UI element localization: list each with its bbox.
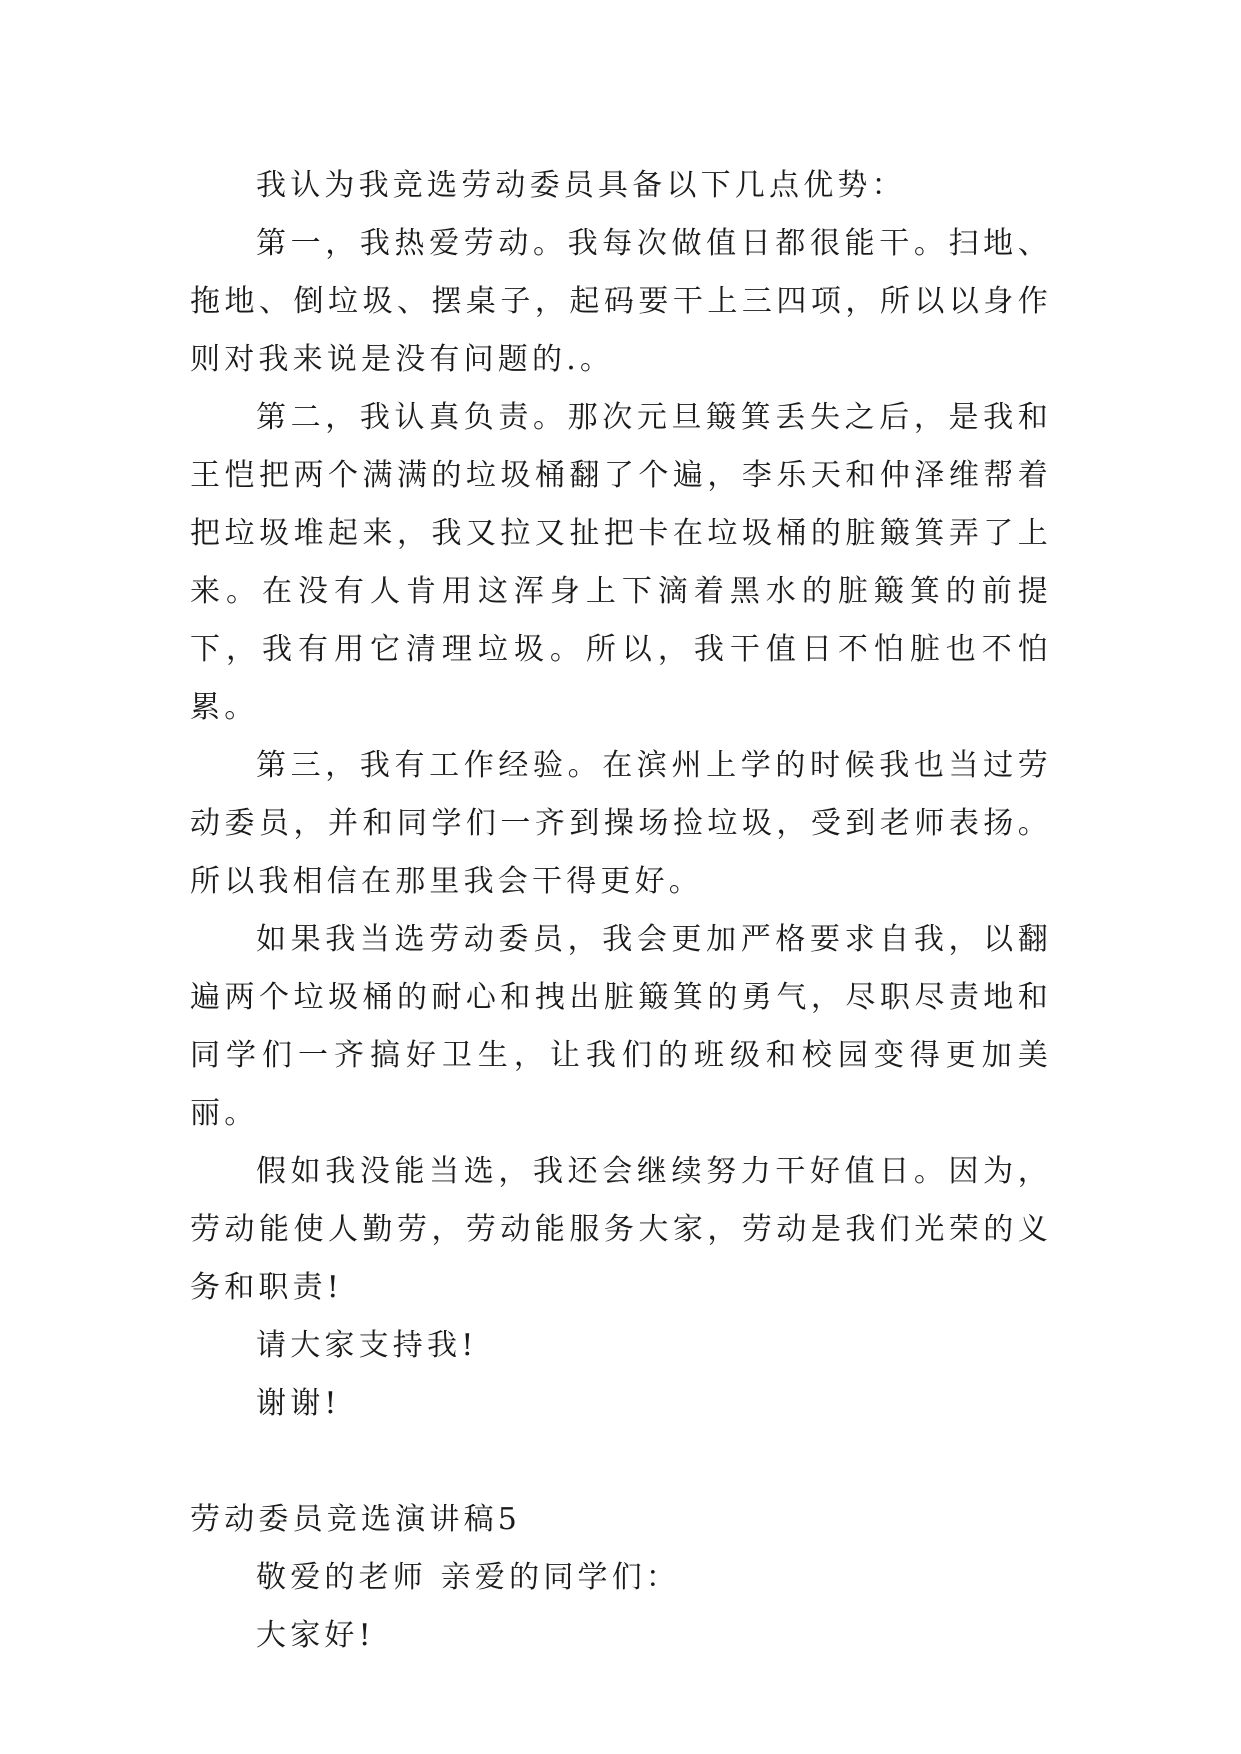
paragraph-support-request: 请大家支持我! <box>256 1328 478 1363</box>
paragraph-second-point: 第二，我认真负责。那次元旦簸箕丢失之后，是我和王恺把两个满满的垃圾桶翻了个遍，李乐天和仲泽维帮着把垃圾堆起来，我又拉又扯把卡在垃圾桶的脏簸箕弄了上来。在没有人肯用这浑身上下滴着黑水的脏簸箕的前提下，我有用它清理垃圾。所以，我干值日不怕脏也不怕累。 <box>190 400 1052 725</box>
section-gap <box>190 1433 1052 1491</box>
document-body <box>190 157 1052 1665</box>
hello-line: 大家好! <box>256 1618 375 1653</box>
paragraph-first-point: 第一，我热爱劳动。我每次做值日都很能干。扫地、拖地、倒垃圾、摆桌子，起码要干上三四项，所以以身作则对我来说是没有问题的.。 <box>190 226 1052 377</box>
paragraph-intro: 我认为我竞选劳动委员具备以下几点优势： <box>256 168 906 203</box>
paragraph-third-point: 第三，我有工作经验。在滨州上学的时候我也当过劳动委员，并和同学们一齐到操场捡垃圾，受到老师表扬。所以我相信在那里我会干得更好。 <box>190 748 1052 899</box>
section-title: 劳动委员竞选演讲稿5 <box>190 1502 522 1537</box>
paragraph-if-elected: 如果我当选劳动委员，我会更加严格要求自我，以翻遍两个垃圾桶的耐心和拽出脏簸箕的勇气，尽职尽责地和同学们一齐搞好卫生，让我们的班级和校园变得更加美丽。 <box>190 922 1052 1131</box>
greeting-line: 敬爱的老师 亲爱的同学们： <box>256 1560 681 1595</box>
paragraph-thanks: 谢谢! <box>256 1386 341 1421</box>
paragraph-if-not-elected: 假如我没能当选，我还会继续努力干好值日。因为，劳动能使人勤劳，劳动能服务大家，劳动是我们光荣的义务和职责! <box>190 1154 1052 1305</box>
